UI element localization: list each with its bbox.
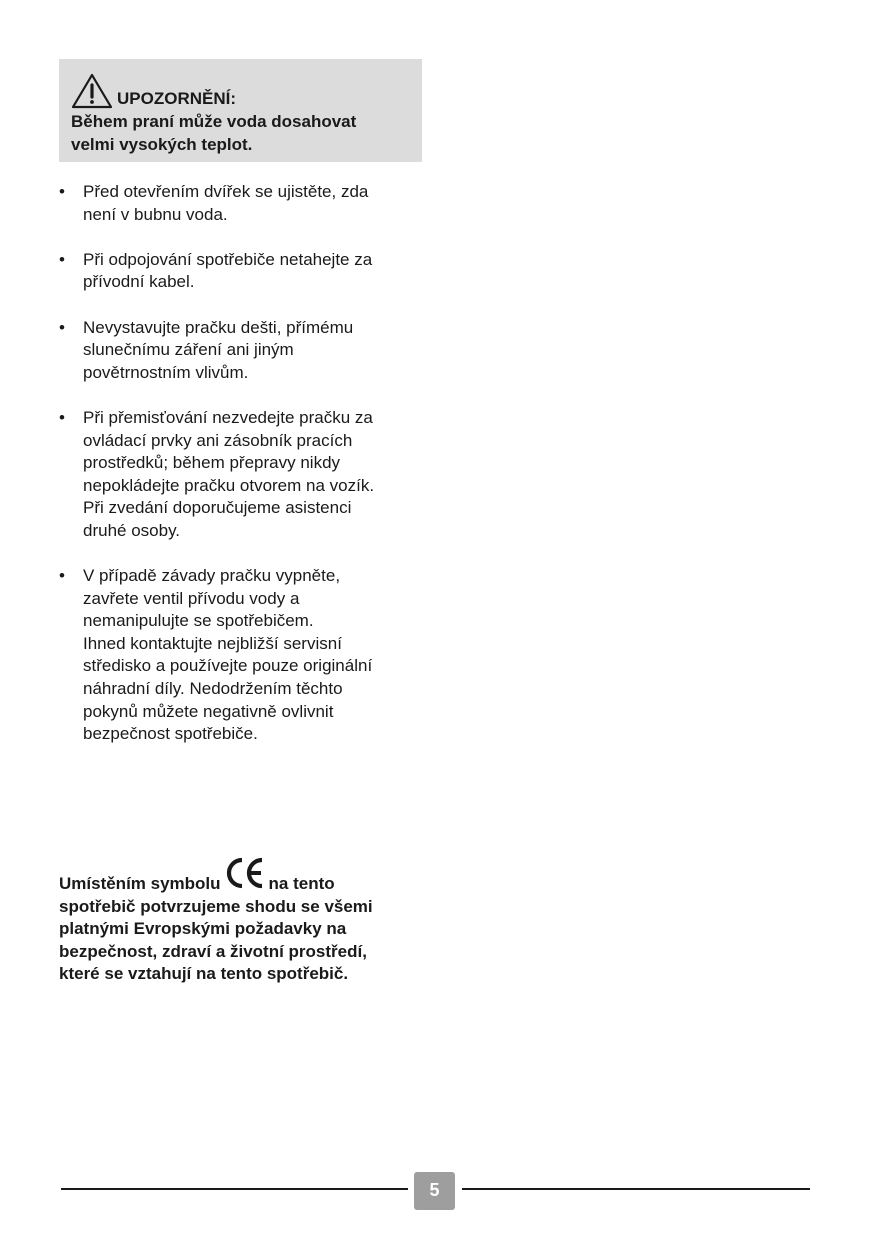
footer-rule-right: [462, 1188, 810, 1190]
list-item-line: Při zvedání doporučujeme asistenci: [83, 498, 352, 518]
ce-statement-first-line: [59, 856, 419, 896]
list-item-line: Ihned kontaktujte nejbližší servisní: [83, 633, 342, 653]
list-item-line: zavřete ventil přívodu vody a: [83, 588, 300, 608]
bullet-icon: •: [59, 317, 65, 337]
warning-box: [59, 59, 422, 162]
list-item-line: V případě závady pračku vypněte,: [83, 566, 341, 586]
bullet-icon: •: [59, 249, 65, 269]
warning-text-line: velmi vysokých teplot.: [71, 134, 253, 154]
list-item: [59, 181, 419, 226]
list-item: [59, 317, 419, 385]
footer-rule-left: [61, 1188, 408, 1190]
list-item-line: pokynů můžete negativně ovlivnit: [83, 701, 334, 721]
list-item-line: slunečnímu záření ani jiným: [83, 340, 294, 360]
ce-statement-line: platnými Evropskými požadavky na: [59, 919, 347, 939]
list-item-line: Při přemisťování nezvedejte pračku za: [83, 407, 373, 427]
ce-statement-line: které se vztahují na tento spotřebič.: [59, 964, 349, 984]
ce-statement-text: Umístěním symbolu: [59, 874, 221, 893]
ce-statement-line: spotřebič potvrzujeme shodu se všemi: [59, 896, 373, 916]
ce-conformity-statement: [59, 856, 419, 986]
list-item-line: nemanipulujte se spotřebičem.: [83, 611, 314, 631]
list-item-line: druhé osoby.: [83, 520, 181, 540]
list-item-line: prostředků; během přepravy nikdy: [83, 453, 341, 473]
ce-statement-line: bezpečnost, zdraví a životní prostředí,: [59, 941, 367, 961]
list-item-line: povětrnostním vlivům.: [83, 362, 249, 382]
list-item-line: náhradní díly. Nedodržením těchto: [83, 679, 343, 699]
warning-title: UPOZORNĚNÍ:: [117, 89, 236, 108]
safety-instructions-list: [59, 181, 419, 768]
list-item-line: Nevystavujte pračku dešti, přímému: [83, 317, 354, 337]
list-item-line: ovládací prvky ani zásobník pracích: [83, 430, 353, 450]
list-item-line: Před otevřením dvířek se ujistěte, zda: [83, 182, 369, 201]
list-item-line: není v bubnu voda.: [83, 204, 228, 224]
bullet-icon: •: [59, 182, 65, 201]
list-item-line: nepokládejte pračku otvorem na vozík.: [83, 475, 375, 495]
warning-triangle-icon: [71, 73, 113, 109]
list-item: [59, 249, 419, 294]
list-item-line: bezpečnost spotřebiče.: [83, 724, 258, 744]
list-item-line: Při odpojování spotřebiče netahejte za: [83, 249, 373, 269]
list-item: [59, 565, 419, 746]
bullet-icon: •: [59, 566, 65, 586]
list-item: [59, 407, 419, 543]
bullet-icon: •: [59, 407, 65, 427]
ce-mark-icon: [224, 856, 266, 890]
warning-header: [71, 71, 410, 109]
ce-statement-text: na tento: [268, 874, 335, 893]
warning-text: [71, 111, 410, 156]
list-item-line: přívodní kabel.: [83, 272, 195, 292]
warning-text-line: Během praní může voda dosahovat: [71, 112, 357, 131]
list-item-line: středisko a používejte pouze originální: [83, 656, 373, 676]
page-number: 5: [414, 1172, 455, 1210]
